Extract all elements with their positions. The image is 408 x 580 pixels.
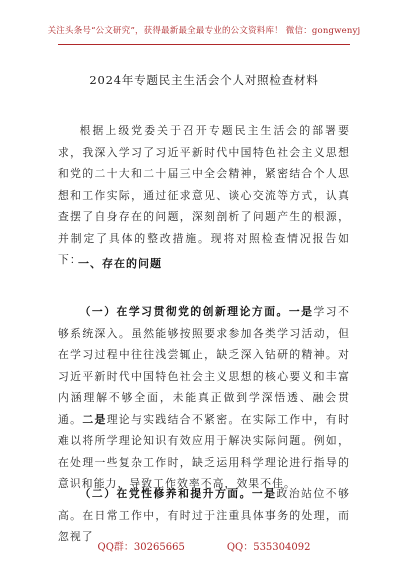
point-2-text-1: 政治站位不够高。在日常工作中，有时过于注重具体事务的处理，而忽视了 xyxy=(58,487,350,543)
intro-paragraph: 根据上级党委关于召开专题民主生活会的部署要求，我深入学习了习近平新时代中国特色社会主义思想和党的二十大和二十届三中全会精神，紧密结合个人思想和工作实际，通过征求意见、谈心交流等方式，认真查摆了自身存在的问题，深刻剖析了问题产生的根源，并制定了具体的整改措施。现将对照检查情况报告如下： xyxy=(58,124,350,266)
header-banner: 关注头条号“公文研究”，获得最新最全最专业的公文资料库！ 微信：gongwenyj xyxy=(47,26,361,36)
footer-contact xyxy=(0,538,408,553)
point-2-lead-1: 一是 xyxy=(251,487,277,500)
section-heading-problems: 一、存在的问题 xyxy=(78,257,162,270)
point-heading-theory: （一）在学习贯彻党的创新理论方面。 xyxy=(79,305,289,318)
point-heading-party-spirit: （二）在党性修养和提升方面。 xyxy=(79,487,252,500)
footer-qq-group: QQ群：30265665 xyxy=(97,542,185,553)
document-title: 2024年专题民主生活会个人对照检查材料 xyxy=(89,73,319,87)
footer-qq-number: QQ：535304092 xyxy=(226,542,311,553)
point-lead-1: 一是 xyxy=(288,305,314,318)
paragraph-theory-study xyxy=(58,301,350,495)
point-text-2: 理论与实践结合不紧密。在实际工作中，有时难以将所学理论知识有效应用于解决实际问题。例如，在处理一些复杂工作时，缺乏运用科学理论进行指导的意识和能力，导致工作效率不高，效果不佳。 xyxy=(58,412,350,490)
header-divider xyxy=(58,44,350,45)
point-text-1: 学习不够系统深入。虽然能够按照要求参加各类学习活动，但在学习过程中往往浅尝辄止，缺乏深入钻研的精神。对习近平新时代中国特色社会主义思想的核心要义和丰富内涵理解不够全面，未能真正做到学深悟透、融会贯通。 xyxy=(58,305,350,426)
point-lead-2: 二是 xyxy=(82,412,107,426)
